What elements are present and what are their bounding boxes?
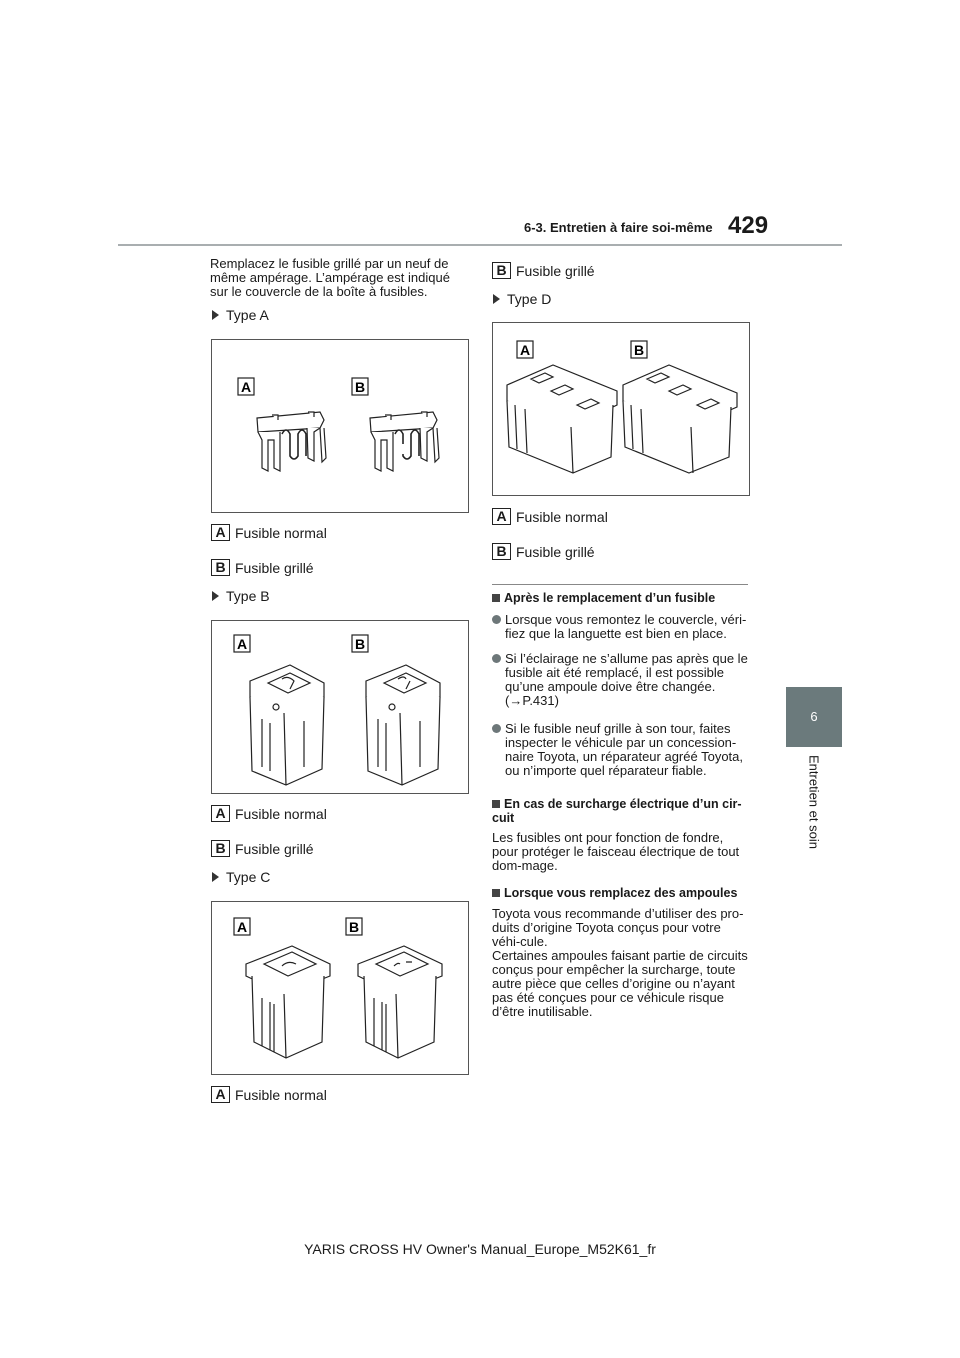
footer-manual-title: YARIS CROSS HV Owner's Manual_Europe_M52K61_fr <box>304 1241 656 1257</box>
label-box-a: A <box>211 524 230 541</box>
legend-text: Fusible grillé <box>235 840 314 857</box>
section-title: 6-3. Entretien à faire soi-même <box>524 220 713 235</box>
bullet-item <box>492 652 757 708</box>
square-bullet-icon <box>492 800 500 808</box>
label-box-a: A <box>492 508 511 525</box>
label-b: B <box>354 636 366 652</box>
type-b-title <box>212 588 270 604</box>
fuse-b-blown <box>623 365 737 473</box>
label-box-b: B <box>492 262 511 279</box>
bullet-item <box>492 722 757 778</box>
fuse-a-normal <box>250 665 324 785</box>
page-reference-link[interactable]: (→P.431) <box>505 693 559 708</box>
label-a: A <box>236 636 248 652</box>
legend-text: Fusible normal <box>235 524 327 541</box>
bulbs-text-1: Toyota vous recommande d’utiliser des pro-duits d’origine Toyota conçus pour votre véhi-cule. <box>492 906 744 949</box>
figure-type-a <box>211 339 469 513</box>
label-b: B <box>633 342 645 358</box>
bullet-item <box>492 613 757 641</box>
large-fuse-illustration <box>493 323 749 495</box>
chapter-title-text: Entretien et soin <box>806 755 822 849</box>
overload-text: Les fusibles ont pour fonction de fondre, pour protéger le faisceau électrique de tout dom-mage. <box>492 830 740 873</box>
figure-type-c <box>211 901 469 1075</box>
square-bullet-icon <box>492 594 500 602</box>
arrow-right-icon <box>212 310 219 320</box>
type-a-label: Type A <box>226 307 269 323</box>
bullet-text: Si l’éclairage ne s’allume pas après que le fusible ait été remplacé, il est possible qu’une ampoule doive être changée. <box>505 651 748 694</box>
blade-fuse-illustration <box>212 340 468 512</box>
legend-b-type-c <box>492 262 595 279</box>
bullet-text: Lorsque vous remontez le couvercle, véri-fiez que la languette est bien en place. <box>505 612 747 641</box>
legend-text: Fusible grillé <box>235 559 314 576</box>
legend-a-type-d <box>492 508 608 525</box>
heading-text: Lorsque vous remplacez des ampoules <box>504 886 738 900</box>
bullet-text: Si le fusible neuf grille à son tour, faites inspecter le véhicule par un concession-naire Toyota, un réparateur agréé Toyota, ou n’importe quel réparateur fiable. <box>505 721 744 778</box>
legend-a-type-a <box>211 524 327 541</box>
label-a: A <box>519 342 531 358</box>
type-c-label: Type C <box>226 869 271 885</box>
fuse-b-blown <box>370 412 439 471</box>
heading-text: En cas de surcharge électrique d’un cir-cuit <box>492 797 742 825</box>
bullet-dot-icon <box>492 654 501 663</box>
overload-heading <box>492 797 750 825</box>
fuse-a-normal <box>246 946 330 1058</box>
type-b-label: Type B <box>226 588 270 604</box>
label-a: A <box>236 919 248 935</box>
label-box-b: B <box>211 559 230 576</box>
figure-type-b <box>211 620 469 794</box>
fuse-a-normal <box>257 412 326 471</box>
arrow-right-icon <box>493 294 500 304</box>
square-bullet-icon <box>492 889 500 897</box>
type-c-title <box>212 869 270 885</box>
legend-text: Fusible normal <box>235 805 327 822</box>
bullet-dot-icon <box>492 615 501 624</box>
label-a: A <box>240 379 252 395</box>
legend-a-type-c <box>211 1086 327 1103</box>
label-box-b: B <box>211 840 230 857</box>
fuse-b-blown <box>358 946 442 1058</box>
cartridge-fuse-c-illustration <box>212 902 468 1074</box>
type-a-title <box>212 307 269 323</box>
bulbs-heading <box>492 886 750 900</box>
legend-text: Fusible grillé <box>516 543 595 560</box>
label-box-a: A <box>211 805 230 822</box>
label-box-a: A <box>211 1086 230 1103</box>
header-divider <box>118 244 842 246</box>
bullet-dot-icon <box>492 724 501 733</box>
label-box-b: B <box>492 543 511 560</box>
chapter-tab[interactable]: 6 <box>786 687 842 747</box>
legend-text: Fusible normal <box>235 1086 327 1103</box>
chapter-title <box>786 755 842 885</box>
figure-type-d <box>492 322 750 496</box>
page-number: 429 <box>728 212 769 239</box>
fuse-a-normal <box>507 365 617 473</box>
cartridge-fuse-illustration <box>212 621 468 793</box>
bulbs-text-2: Certaines ampoules faisant partie de circuits conçus pour empêcher la surcharge, toute autre pièce que celles d’origine ou n’ayant pas été conçues pour ce véhicule risque d’être inutilisable. <box>492 948 748 1019</box>
intro-paragraph: Remplacez le fusible grillé par un neuf de même ampérage. L’ampérage est indiqué sur le couvercle de la boîte à fusibles. <box>210 256 450 299</box>
legend-a-type-b <box>211 805 327 822</box>
legend-text: Fusible normal <box>516 508 608 525</box>
type-d-label: Type D <box>507 291 552 307</box>
label-b: B <box>354 379 366 395</box>
legend-b-type-b <box>211 840 314 857</box>
legend-b-type-d <box>492 543 595 560</box>
legend-text: Fusible grillé <box>516 262 595 279</box>
arrow-right-icon <box>212 591 219 601</box>
fuse-b-blown <box>366 665 440 785</box>
arrow-right-icon <box>212 872 219 882</box>
label-b: B <box>348 919 360 935</box>
type-d-title <box>493 291 551 307</box>
heading-text: Après le remplacement d’un fusible <box>504 591 716 605</box>
after-replacement-heading <box>492 591 752 605</box>
section-divider <box>492 584 748 585</box>
legend-b-type-a <box>211 559 314 576</box>
